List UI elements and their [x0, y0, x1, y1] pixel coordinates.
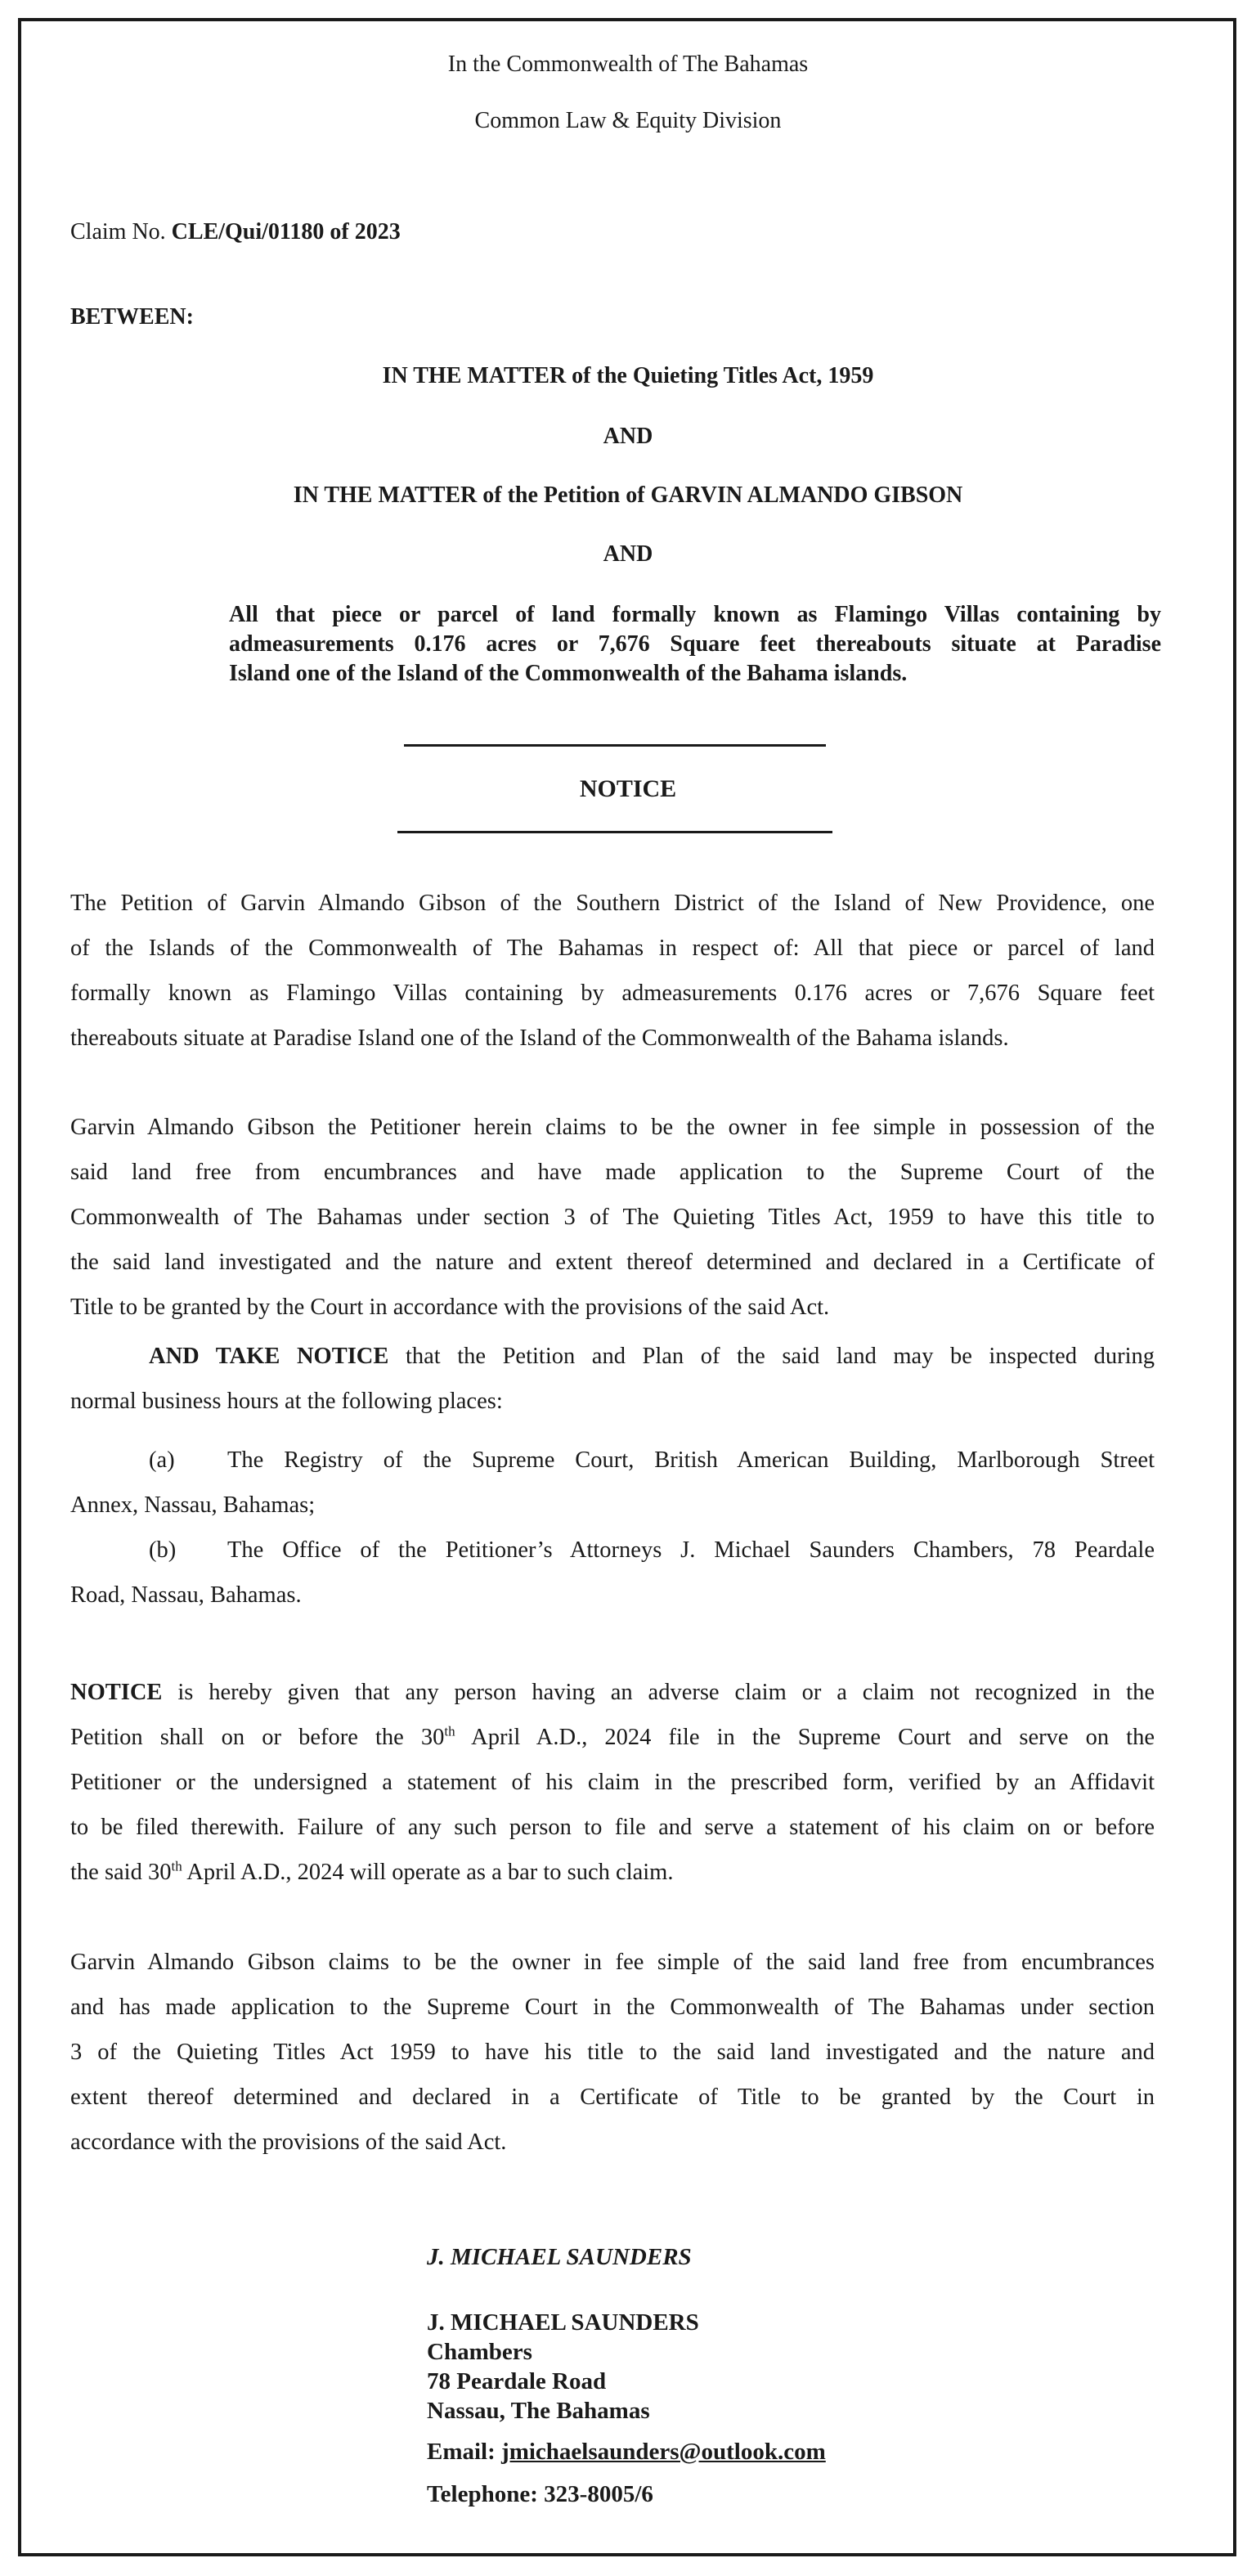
- notice-title: NOTICE: [579, 775, 677, 802]
- place-item-a-cont: Annex, Nassau, Bahamas;: [70, 1492, 316, 1518]
- court-division: Common Law & Equity Division: [474, 108, 782, 133]
- matter-quieting-titles: IN THE MATTER of the Quieting Titles Act, 1959: [382, 363, 874, 388]
- notice-lead: NOTICE: [70, 1680, 163, 1705]
- take-notice-lead: AND TAKE NOTICE: [149, 1344, 389, 1369]
- paragraph-line: formally known as Flamingo Villas containing by admeasurements 0.176 acres or 7,676 Square feet: [70, 981, 1155, 1006]
- paragraph-line: extent thereof determined and declared in a Certificate of Title to be granted by the Court in: [70, 2085, 1155, 2110]
- rule-top: [404, 744, 826, 747]
- paragraph-line: of the Islands of the Commonwealth of The Bahamas in respect of: All that piece or parcel of land: [70, 936, 1155, 961]
- paragraph-line: said land free from encumbrances and have made application to the Supreme Court of the: [70, 1160, 1155, 1185]
- rule-bottom: [397, 831, 832, 833]
- place-item-b: (b) The Office of the Petitioner’s Attorneys J. Michael Saunders Chambers, 78 Peardale: [149, 1537, 1155, 1563]
- address-city: Nassau, The Bahamas: [427, 2398, 650, 2424]
- places-list: [70, 1438, 1155, 1618]
- paragraph-line: Garvin Almando Gibson claims to be the owner in fee simple of the said land free from encumbrances: [70, 1950, 1155, 1975]
- claim-label: Claim No.: [70, 219, 166, 245]
- paragraph-line: Title to be granted by the Court in accordance with the provisions of the said Act.: [70, 1295, 830, 1320]
- take-notice-line: AND TAKE NOTICE that the Petition and Plan of the said land may be inspected during: [149, 1344, 1155, 1369]
- between-label: BETWEEN:: [70, 304, 194, 330]
- firm-address: [427, 2308, 699, 2426]
- notice-line: to be filed therewith. Failure of any such person to file and serve a statement of his claim on or before: [70, 1815, 1155, 1840]
- claim-number: [70, 219, 401, 245]
- signature: J. MICHAEL SAUNDERS: [427, 2244, 692, 2270]
- claim-value: CLE/Qui/01180 of 2023: [171, 219, 401, 245]
- notice-paragraph: [70, 1670, 1155, 1895]
- paragraph-line: thereabouts situate at Paradise Island one of the Island of the Commonwealth of the Bahama islands.: [70, 1025, 1009, 1051]
- take-notice-line: normal business hours at the following places:: [70, 1389, 503, 1414]
- place-item-a: (a) The Registry of the Supreme Court, British American Building, Marlborough Street: [149, 1447, 1155, 1473]
- land-line: admeasurements 0.176 acres or 7,676 Square feet thereabouts situate at Paradise: [229, 631, 1161, 657]
- claim-paragraph: [70, 1105, 1155, 1330]
- place-item-b-cont: Road, Nassau, Bahamas.: [70, 1582, 302, 1608]
- paragraph-line: 3 of the Quieting Titles Act 1959 to have his title to the said land investigated and the nature and: [70, 2040, 1155, 2065]
- petition-paragraph: [70, 881, 1155, 1061]
- firm-name: J. MICHAEL SAUNDERS: [427, 2309, 699, 2336]
- land-description: [229, 600, 1161, 689]
- and-separator-1: AND: [603, 424, 653, 449]
- paragraph-line: and has made application to the Supreme Court in the Commonwealth of The Bahamas under section: [70, 1995, 1155, 2020]
- and-separator-2: AND: [603, 541, 653, 567]
- firm-chambers: Chambers: [427, 2339, 532, 2365]
- email-line: [427, 2437, 826, 2466]
- notice-line: NOTICE is hereby given that any person having an adverse claim or a claim not recognized in the: [70, 1680, 1155, 1705]
- land-line: Island one of the Island of the Commonwealth of the Bahama islands.: [229, 661, 908, 686]
- paragraph-line: the said land investigated and the nature and extent thereof determined and declared in a Certificate of: [70, 1250, 1155, 1275]
- telephone-label: Telephone:: [427, 2481, 538, 2507]
- paragraph-line: Garvin Almando Gibson the Petitioner herein claims to be the owner in fee simple in possession of the: [70, 1115, 1155, 1140]
- take-notice-paragraph: [70, 1334, 1155, 1424]
- address-street: 78 Peardale Road: [427, 2368, 607, 2394]
- notice-line: the said 30th April A.D., 2024 will operate as a bar to such claim.: [70, 1858, 674, 1885]
- paragraph-line: Commonwealth of The Bahamas under section 3 of The Quieting Titles Act, 1959 to have this title to: [70, 1205, 1155, 1230]
- closing-paragraph: [70, 1940, 1155, 2165]
- court-name: In the Commonwealth of The Bahamas: [447, 52, 809, 77]
- email-link[interactable]: jmichaelsaunders@outlook.com: [501, 2439, 826, 2465]
- paragraph-line: accordance with the provisions of the said Act.: [70, 2129, 507, 2155]
- matter-petition: IN THE MATTER of the Petition of GARVIN ALMANDO GIBSON: [293, 482, 963, 508]
- paragraph-line: The Petition of Garvin Almando Gibson of the Southern District of the Island of New Providence, one: [70, 891, 1155, 916]
- notice-line: Petitioner or the undersigned a statement of his claim in the prescribed form, verified by an Affidavit: [70, 1770, 1155, 1795]
- notice-line: Petition shall on or before the 30th April A.D., 2024 file in the Supreme Court and serve on the: [70, 1723, 1155, 1750]
- telephone-line: [427, 2480, 653, 2509]
- land-line: All that piece or parcel of land formally known as Flamingo Villas containing by: [229, 602, 1161, 627]
- telephone-value: 323-8005/6: [544, 2481, 653, 2507]
- email-label: Email:: [427, 2439, 496, 2465]
